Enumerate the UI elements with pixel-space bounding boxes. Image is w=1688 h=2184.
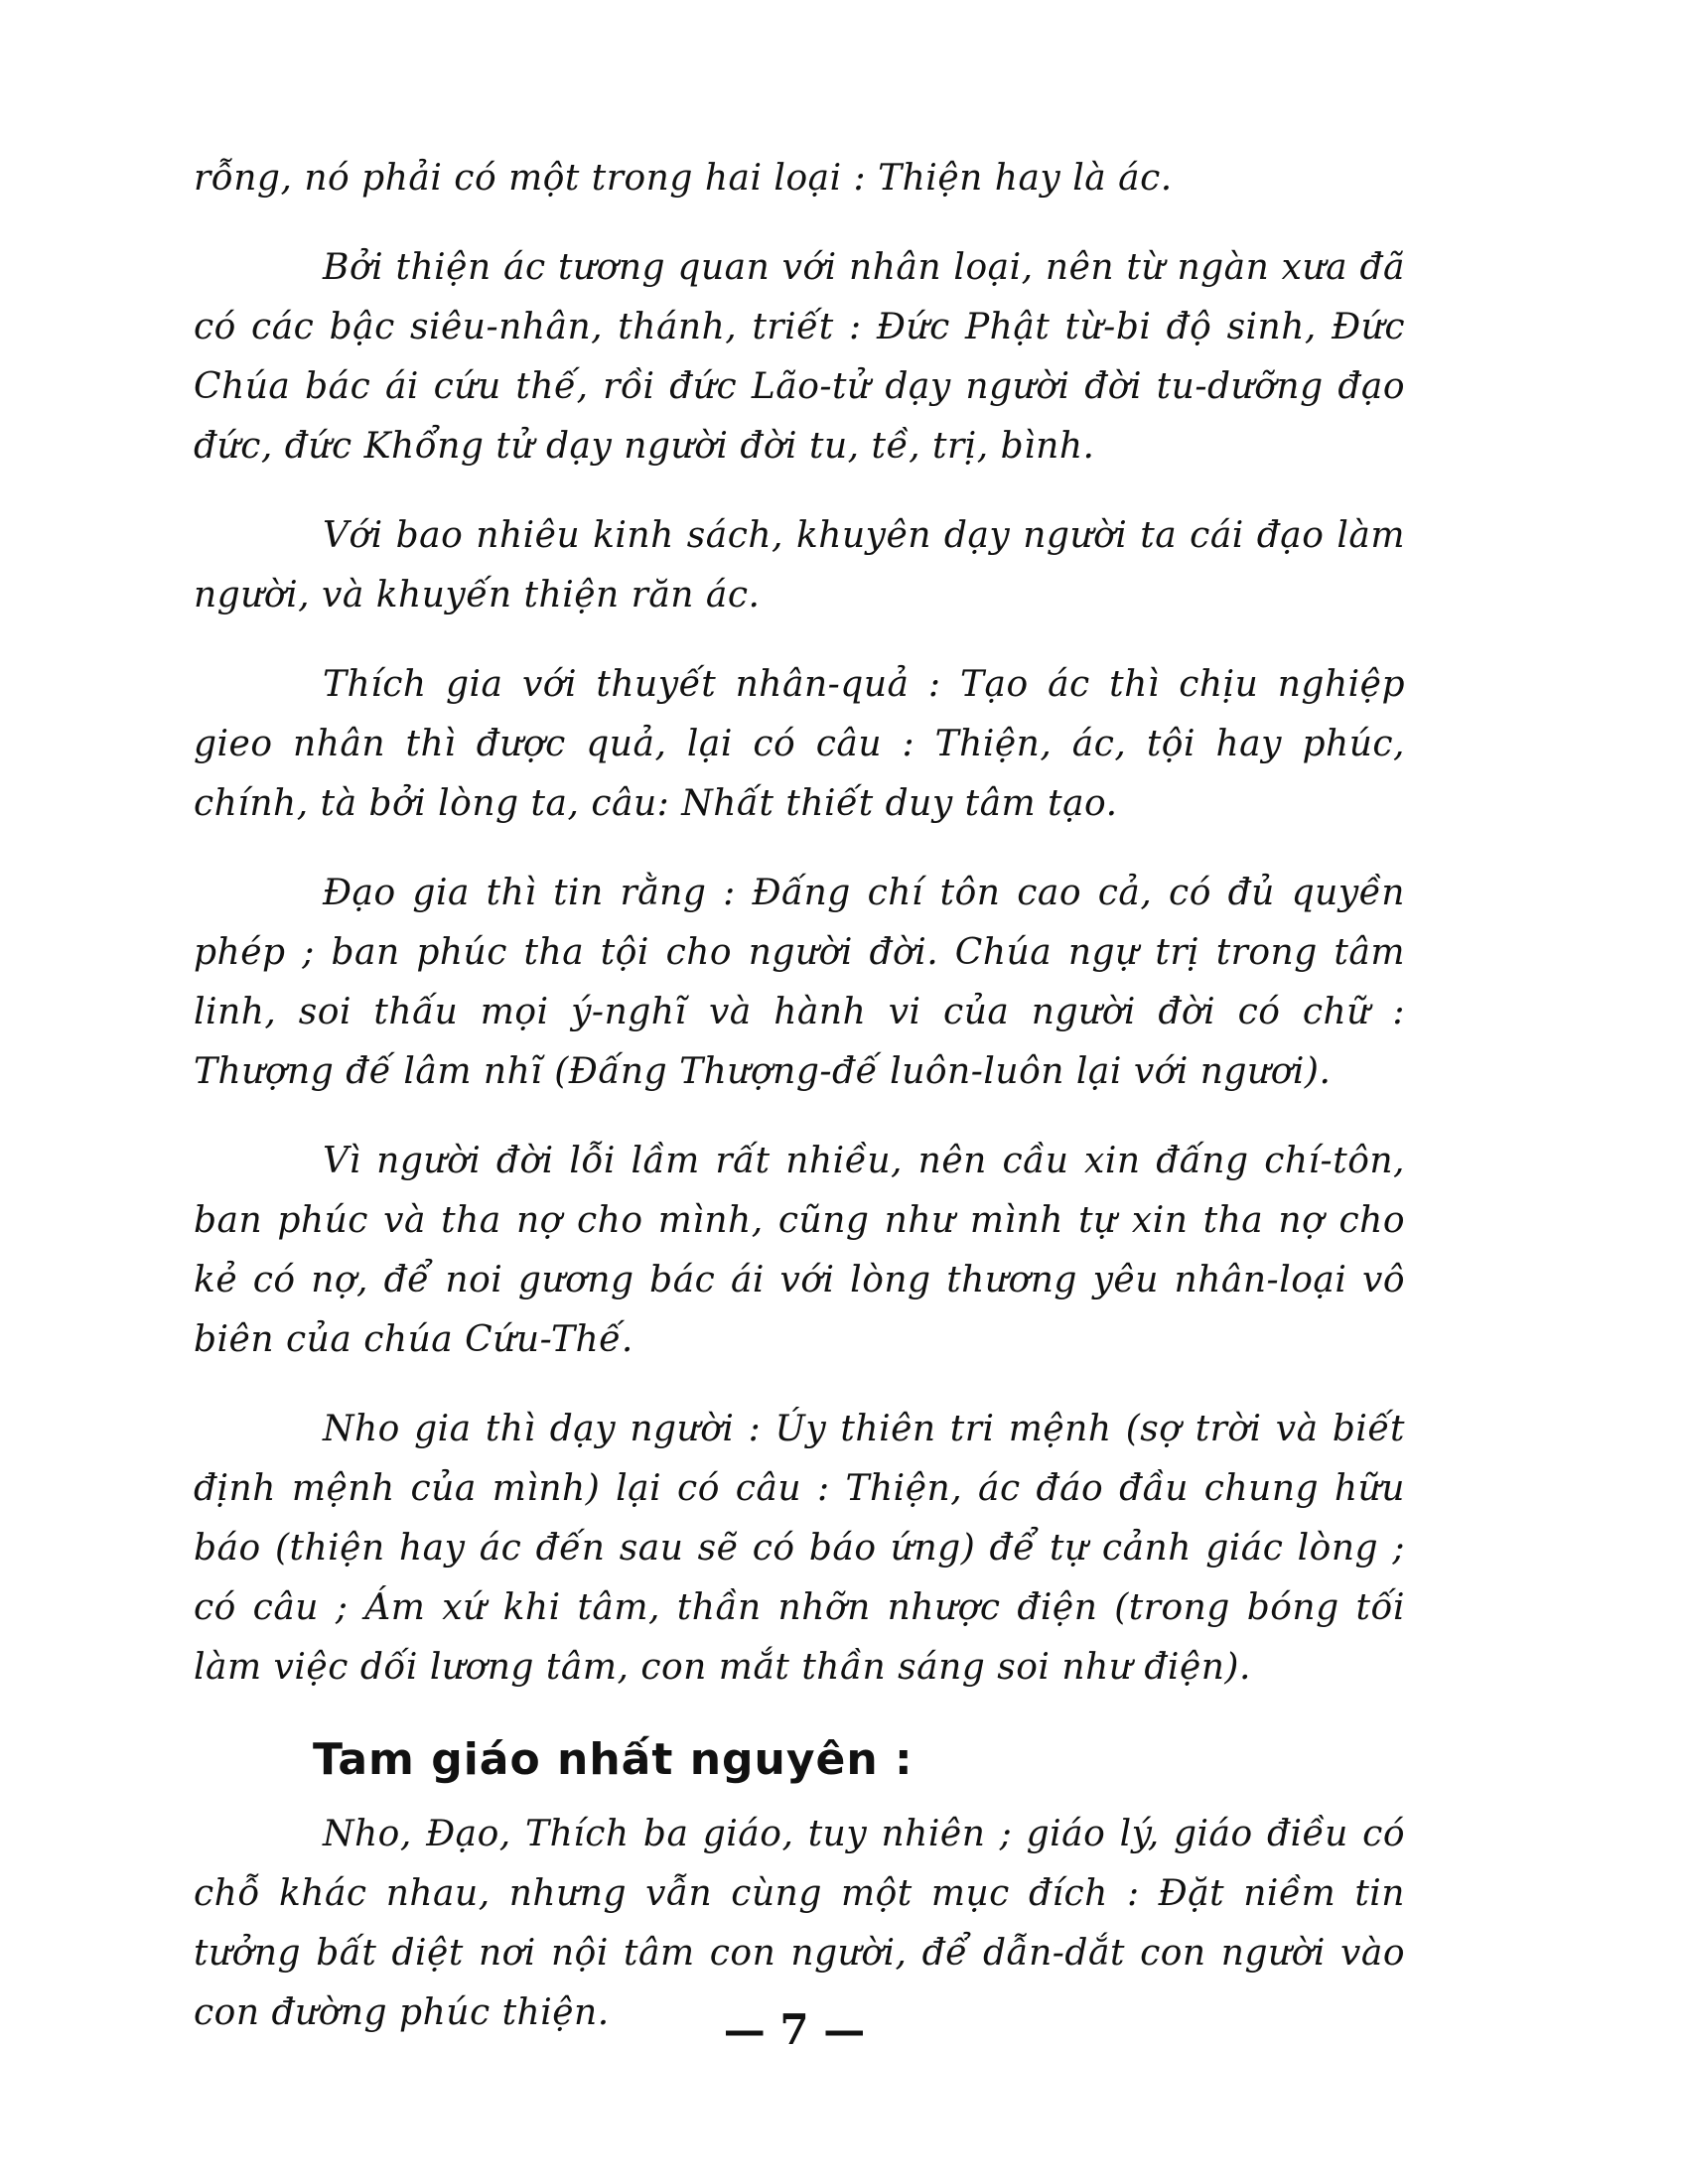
paragraph-scriptures: Với bao nhiêu kinh sách, khuyên dạy người ta cái đạo làm người, và khuyến thiện răn ác. (194, 515, 1405, 615)
page-body (194, 149, 1405, 2073)
paragraph-confucianism: Nho gia thì dạy người : Úy thiên tri mệnh (sợ trời và biết định mệnh của mình) lại có câu : Thiện, ác đáo đầu chung hữu báo (thiện hay ác đến sau sẽ có báo ứng) để tự cảnh giác lòng ; có câu ; Ám xứ khi tâm, thần nhỡn nhược điện (trong bóng tối làm việc dối lương tâm, con mắt thần sáng soi như điện). (194, 1409, 1405, 1688)
paragraph-sages: Bởi thiện ác tương quan với nhân loại, nên từ ngàn xưa đã có các bậc siêu-nhân, thánh, triết : Đức Phật từ-bi độ sinh, Đức Chúa bác ái cứu thế, rồi đức Lão-tử dạy người đời tu-dưỡng đạo đức, đức Khổng tử dạy người đời tu, tề, trị, bình. (194, 247, 1405, 467)
paragraph-christianity: Vì người đời lỗi lầm rất nhiều, nên cầu xin đấng chí-tôn, ban phúc và tha nợ cho mình, cũng như mình tự xin tha nợ cho kẻ có nợ, để noi gương bác ái với lòng thương yêu nhân-loại vô biên của chúa Cứu-Thế. (194, 1141, 1405, 1360)
page-number: — 7 — (723, 2005, 866, 2054)
section-heading: Tam giáo nhất nguyên : (313, 1734, 914, 1785)
paragraph-closing: Nho, Đạo, Thích ba giáo, tuy nhiên ; giáo lý, giáo điều có chỗ khác nhau, nhưng vẫn cùng một mục đích : Đặt niềm tin tưởng bất diệt nơi nội tâm con người, để dẫn-dắt con người vào con đường phúc thiện. (194, 1814, 1405, 2033)
paragraph-buddhism: Thích gia với thuyết nhân-quả : Tạo ác thì chịu nghiệp gieo nhân thì được quả, lại có câu : Thiện, ác, tội hay phúc, chính, tà bởi lòng ta, câu: Nhất thiết duy tâm tạo. (194, 664, 1405, 824)
paragraph-continuation: rỗng, nó phải có một trong hai loại : Thiện hay là ác. (194, 158, 1173, 199)
paragraph-taoism: Đạo gia thì tin rằng : Đấng chí tôn cao cả, có đủ quyền phép ; ban phúc tha tội cho người đời. Chúa ngự trị trong tâm linh, soi thấu mọi ý-nghĩ và hành vi của người đời có chữ : Thượng đế lâm nhĩ (Đấng Thượng-đế luôn-luôn lại với ngươi). (194, 873, 1405, 1092)
